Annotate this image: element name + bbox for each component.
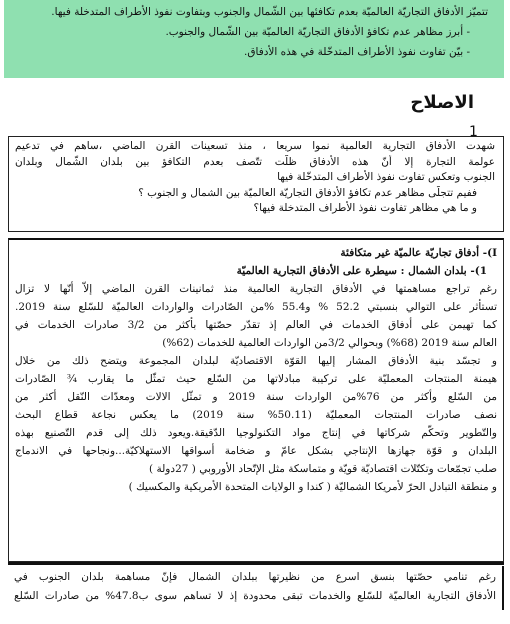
paragraph-line: هيمنة المنتجات المعمليّة على تركيبة مبادلاتها من السّلع حيث تمثّل ما يقارب ¾ الصّادرات — [15, 373, 497, 385]
section-heading: I)- أدفاق تجاريّة عالميّة غير متكافئة — [340, 247, 497, 259]
paragraph-line: صلب تجمّعات وتكتّلات اقتصاديّة قويّة و متماسكة مثل الإتّحاد الأوروبي ( 27دولة ) — [149, 463, 497, 475]
subsection-heading: 1)- بلدان الشمال : سيطرة على الأدفاق التجارية العالميّة — [236, 265, 487, 277]
problem-question: ففيم تتجلّى مظاهر عدم تكافؤ الأدفاق التجاريّة العالميّة بين الشمال و الجنوب ؟ — [138, 186, 477, 199]
introduction-box — [8, 136, 504, 232]
paragraph-line: كما تهيمن على أدفاق الخدمات في العالم إذ تقدّر حصّتها بأكثر من 3/2 صادرات الخدمات في — [15, 319, 497, 331]
intro-line: شهدت الأدفاق التجارية العالمية نموا سريعا ، منذ تسعينات القرن الماضي ،ساهم في تدعيم — [15, 140, 495, 152]
paragraph-line: تستأثر على التوالي بنسبتي 52.2 % و55.4 %من الصّادرات والواردات العالميّة للسّلع سنة 2019. — [15, 301, 497, 313]
intro-line: الجنوب وتعكس تفاوت نفوذ الأطراف المتدخّلة فيها — [277, 171, 495, 183]
paragraph-line: العالم سنة 2019 (68%) وبحوالي 3/2من الواردات العالمية للخدمات (62%) — [162, 337, 497, 349]
paragraph-line: نصف صادرات المنتجات المعمليّة (50.11% سنة 2019) ما يعكس نجاعة قطاع البحث — [15, 409, 497, 421]
paragraph-line: والتّطوير وتحكّم شركاتها في إنتاج مواد التكنولوجيا الدّقيقة.ويعود ذلك إلى قدم التّصنيع بهذه — [15, 427, 497, 439]
instruction-text: تتميّز الأدفاق التجاريّة العالميّة بعدم تكافئها بين الشّمال والجنوب وبتفاوت نفوذ الأطراف المتدخلة فيها. — [51, 6, 488, 18]
paragraph-line: و تجسّد بنية الأدفاق المشار إليها القوّة الاقتصاديّة لبلدان المجموعة ويتضح ذلك من خلال — [15, 355, 497, 367]
paragraph-line: من السّلع وأكثر من 76%من الواردات سنة 2019 و تمثّل الالات ومعدّات النّقل أكثر من — [15, 391, 497, 403]
problem-question: و ما هي مظاهر تفاوت نفوذ الأطراف المتدخلة فيها؟ — [253, 202, 477, 214]
divider — [8, 562, 504, 565]
development-section — [8, 238, 504, 562]
south-paragraph — [8, 566, 504, 610]
paragraph-line: و منطقة التبادل الحرّ لأمريكا الشماليّة ( كندا و الولايات المتحدة الأمريكية والمكسيك ) — [128, 481, 497, 493]
paragraph-line: رغم تراجع مساهمتها في الأدفاق التجارية العالمية منذ ثمانينات القرن الماضي إلاّ أنّها لا تزال — [15, 283, 497, 295]
paragraph-line: البلدان و قوّة جهازها الإنتاجي بشكل عامّ و ضخامة أسواقها الاستهلاكيّة...ونجاحها في الاندماج — [15, 445, 497, 457]
instruction-item-1: - أبرز مظاهر عدم تكافؤ الأدفاق التجاريّة العالميّة بين الشّمال والجنوب. — [165, 26, 470, 38]
exercise-instructions-box — [4, 0, 504, 78]
paragraph-line: رغم تنامي حصّتها بنسق اسرع من نظيرتها ببلدان الشمال فإنّ مساهمة بلدان الجنوب في — [14, 571, 496, 583]
paragraph-line: الأدفاق التجارية العالميّة للسّلع والخدمات تبقى محدودة إذ لا تساهم سوى ب47.8% من صادرات السّلع — [14, 590, 496, 602]
instruction-item-2: - بيّن تفاوت نفوذ الأطراف المتدخّلة في هذه الأدفاق. — [244, 46, 470, 58]
margin-mark: 1 — [469, 124, 478, 140]
page-title: الاصلاح — [410, 92, 474, 113]
intro-line: عولمة التجارة إلا أنّ هذه الأدفاق ظلّت تتّصف بعدم التكافؤ بين بلدان الشّمال وبلدان — [15, 155, 495, 168]
